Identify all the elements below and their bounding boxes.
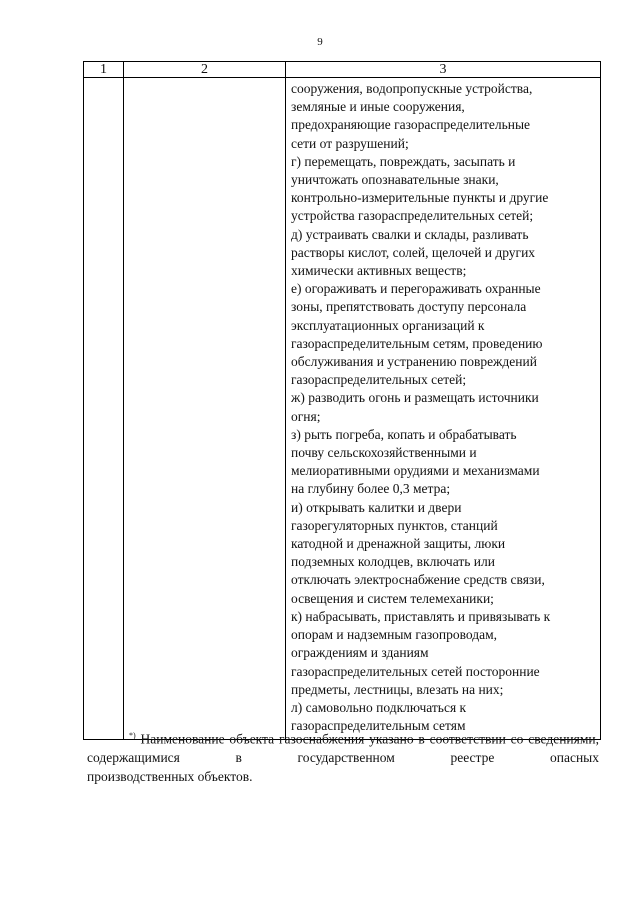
text-line: растворы кислот, солей, щелочей и других bbox=[291, 244, 536, 260]
text-line: катодной и дренажной защиты, люки bbox=[291, 536, 506, 552]
text-line: к) набрасывать, приставлять и привязывать к bbox=[291, 608, 551, 624]
text-line: почву сельскохозяйственными и bbox=[291, 445, 477, 461]
text-line: газораспределительным сетям bbox=[291, 718, 466, 734]
text-line: ограждениям и зданиям bbox=[291, 645, 429, 661]
text-line: уничтожать опознавательные знаки, bbox=[291, 172, 499, 188]
text-line: и) открывать калитки и двери bbox=[291, 499, 462, 515]
text-line: отключать электроснабжение средств связи, bbox=[291, 572, 545, 588]
footnote-text-2: производственных объектов. bbox=[87, 768, 253, 784]
text-line: е) огораживать и перегораживать охранные bbox=[291, 281, 541, 297]
table-header-row bbox=[84, 62, 601, 78]
text-line: газорегуляторных пунктов, станций bbox=[291, 517, 498, 533]
page-number: 9 bbox=[317, 36, 323, 48]
cell-col-1 bbox=[84, 78, 124, 740]
text-line: химически активных веществ; bbox=[291, 263, 467, 279]
column-header-3: 3 bbox=[286, 62, 601, 78]
footnote-mark: *) bbox=[129, 731, 136, 740]
table-row bbox=[84, 78, 601, 740]
text-line: г) перемещать, повреждать, засыпать и bbox=[291, 153, 516, 169]
column-header-1: 1 bbox=[84, 62, 124, 78]
text-line: устройства газораспределительных сетей; bbox=[291, 208, 534, 224]
text-line: освещения и систем телемеханики; bbox=[291, 590, 494, 606]
text-line: предметы, лестницы, влезать на них; bbox=[291, 681, 504, 697]
text-line: подземных колодцев, включать или bbox=[291, 554, 495, 570]
text-line: газораспределительных сетей; bbox=[291, 372, 467, 388]
cell-col-3 bbox=[286, 78, 601, 740]
restrictions-text bbox=[286, 78, 600, 739]
text-line: земляные и иные сооружения, bbox=[291, 99, 465, 115]
text-line: предохраняющие газораспределительные bbox=[291, 117, 531, 133]
text-line: газораспределительным сетям, проведению bbox=[291, 335, 543, 351]
text-line: сети от разрушений; bbox=[291, 135, 409, 151]
text-line: л) самовольно подключаться к bbox=[291, 699, 467, 715]
text-line: огня; bbox=[291, 408, 321, 424]
text-line: контрольно-измерительные пункты и другие bbox=[291, 190, 549, 206]
text-line: газораспределительных сетей посторонние bbox=[291, 663, 540, 679]
text-line: мелиоративными орудиями и механизмами bbox=[291, 463, 540, 479]
restrictions-table bbox=[83, 61, 601, 740]
text-line: эксплуатационных организаций к bbox=[291, 317, 485, 333]
cell-col-2 bbox=[124, 78, 286, 740]
text-line: сооружения, водопропускные устройства, bbox=[291, 81, 533, 96]
text-line: обслуживания и устранению повреждений bbox=[291, 354, 537, 370]
text-line: д) устраивать свалки и склады, разливать bbox=[291, 226, 529, 242]
text-line: з) рыть погреба, копать и обрабатывать bbox=[291, 426, 517, 442]
footnote-text-1: Наименование объекта газоснабжения указано в соответствии со сведениями, содержащимися в государственном реестре опасных bbox=[87, 731, 600, 765]
column-header-2: 2 bbox=[124, 62, 286, 78]
text-line: ж) разводить огонь и размещать источники bbox=[291, 390, 539, 406]
footnote-first-line bbox=[87, 727, 599, 768]
text-line: опорам и надземным газопроводам, bbox=[291, 627, 497, 643]
text-line: на глубину более 0,3 метра; bbox=[291, 481, 451, 497]
footnote bbox=[87, 727, 599, 786]
text-line: зоны, препятствовать доступу персонала bbox=[291, 299, 527, 315]
